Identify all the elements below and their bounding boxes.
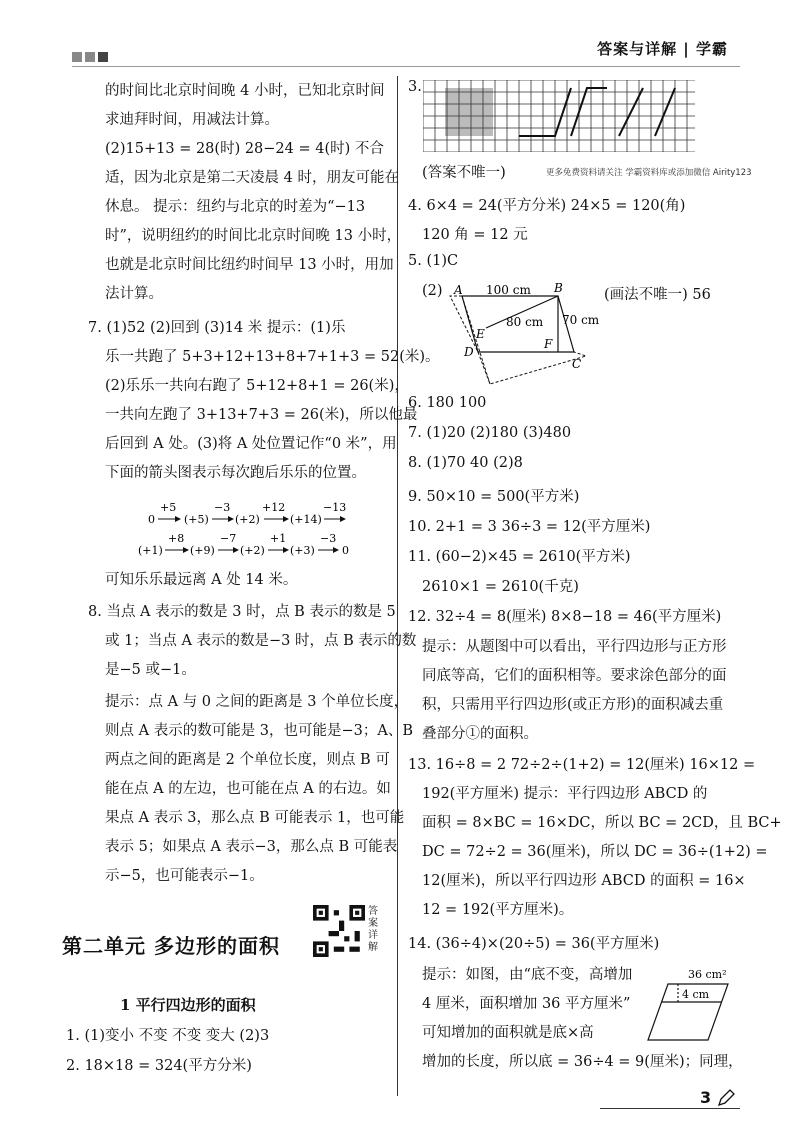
step-label: −3 [320, 532, 337, 545]
label-D: D [464, 345, 474, 359]
label-C: C [572, 357, 582, 371]
height-label: 4 cm [682, 988, 710, 1001]
pos-label: (+3) [290, 544, 315, 557]
label-E: E [476, 327, 485, 341]
pos-label: (+2) [240, 544, 265, 557]
pos-label: 0 [148, 513, 155, 526]
parallelogram-figure-5 [440, 276, 610, 386]
text-line: 时”，说明纽约的时间比北京时间晚 13 小时， [105, 228, 402, 244]
text-line: 提示：从题图中可以看出，平行四边形与正方形 [422, 639, 727, 655]
answer-1: 1. (1)变小 不变 不变 变大 (2)3 [66, 1028, 270, 1044]
arrow-diagram [130, 492, 370, 562]
text-line: 12(厘米)，所以平行四边形 ABCD 的面积 = 16× [422, 873, 746, 889]
header-decoration [72, 52, 108, 62]
section-title: 第二单元 多边形的面积 [62, 934, 280, 958]
text-line: 一共向左跑了 3+13+7+3 = 26(米)，所以他最 [105, 407, 418, 423]
answer-9: 9. 50×10 = 500(平方米) [408, 489, 580, 505]
answer-5: 5. (1)C [408, 253, 459, 269]
step-label: +12 [262, 501, 286, 514]
step-label: +1 [270, 532, 287, 545]
pos-label: 0 [342, 544, 349, 557]
qr-label: 答案详解 [368, 906, 378, 953]
answer-10: 10. 2+1 = 3 36÷3 = 12(平方厘米) [408, 519, 651, 535]
label-B: B [554, 281, 563, 295]
text-line: DC = 72÷2 = 36(厘米)，所以 DC = 36÷(1+2) = [422, 844, 768, 860]
area-label: 36 cm² [688, 968, 727, 981]
text-line: 下面的箭头图表示每次跑后乐乐的位置。 [105, 465, 366, 481]
pos-label: (+2) [235, 513, 260, 526]
header-title: 答案与详解 | 学霸 [597, 40, 728, 58]
answer-8: 8. 当点 A 表示的数是 3 时，点 B 表示的数是 5 [88, 604, 396, 620]
text-line: 两点之间的距离是 2 个单位长度，则点 B 可 [105, 752, 390, 768]
step-label: −3 [214, 501, 231, 514]
text-line: 叠部分①的面积。 [422, 726, 538, 742]
page-number: 3 [700, 1088, 712, 1107]
pos-label: (+14) [290, 513, 322, 526]
text-line: 则点 A 表示的数可能是 3，也可能是−3；A、B [105, 723, 414, 739]
text-line: (2) [422, 283, 443, 299]
text-line: 也就是北京时间比纽约时间早 13 小时，用加 [105, 257, 394, 273]
label-side: 70 cm [562, 313, 600, 327]
pos-label: (+9) [190, 544, 215, 557]
text-line: 法计算。 [105, 286, 163, 302]
text-line: 乐一共跑了 5+3+12+13+8+7+1+3 = 52(米)。 [105, 349, 440, 365]
answer-8: 8. (1)70 40 (2)8 [408, 455, 523, 471]
text-line: 2610×1 = 2610(千克) [422, 579, 579, 595]
label-F: F [544, 337, 553, 351]
text-line: 192(平方厘米) 提示：平行四边形 ABCD 的 [422, 786, 708, 802]
text-line: 12 = 192(平方厘米)。 [422, 902, 574, 918]
label-A: A [454, 283, 463, 297]
text-line: 4 厘米，面积增加 36 平方厘米” [422, 996, 631, 1012]
text-line: 提示：如图，由“底不变，高增加 [422, 967, 633, 983]
footer-rule [600, 1108, 740, 1109]
pos-label: (+1) [138, 544, 163, 557]
text-line: 增加的长度，所以底 = 36÷4 = 9(厘米)；同理， [422, 1054, 743, 1070]
text-line: (2)15+13 = 28(时) 28−24 = 4(时) 不合 [105, 141, 384, 157]
answer-4: 4. 6×4 = 24(平方分米) 24×5 = 120(角) [408, 198, 686, 214]
text-line: 提示：点 A 与 0 之间的距离是 3 个单位长度， [105, 694, 409, 710]
text-line: 可知增加的面积就是底×高 [422, 1025, 594, 1041]
label-mid: 80 cm [506, 315, 544, 329]
label-top: 100 cm [486, 283, 531, 297]
text-line: 后回到 A 处。(3)将 A 处位置记作“0 米”，用 [105, 436, 397, 452]
text-line: 是−5 或−1。 [105, 662, 196, 678]
text-line: 表示 5；如果点 A 表示−3，那么点 B 可能表 [105, 839, 398, 855]
step-label: +5 [160, 501, 177, 514]
text-line: 同底等高，它们的面积相等。要求涂色部分的面 [422, 668, 727, 684]
text-line: 可知乐乐最远离 A 处 14 米。 [105, 572, 298, 588]
step-label: −13 [323, 501, 347, 514]
text-line: 果点 A 表示 3，那么点 B 可能表示 1，也可能 [105, 810, 405, 826]
lesson-title: 1 平行四边形的面积 [120, 996, 256, 1014]
answer-7: 7. (1)20 (2)180 (3)480 [408, 425, 572, 441]
note: (画法不唯一) 56 [604, 287, 711, 303]
text-line: (2)乐乐一共向右跑了 5+12+8+1 = 26(米)， [105, 378, 409, 394]
text-line: 的时间比北京时间晚 4 小时，已知北京时间 [105, 83, 385, 99]
text-line: 休息。 提示：纽约与北京的时差为“−13 [105, 199, 366, 215]
text-line: 求迪拜时间，用减法计算。 [105, 112, 279, 128]
text-line: 能在点 A 的左边，也可能在点 A 的右边。如 [105, 781, 391, 797]
pos-label: (+5) [184, 513, 209, 526]
answer-12: 12. 32÷4 = 8(厘米) 8×8−18 = 46(平方厘米) [408, 609, 722, 625]
text-line: 120 角 = 12 元 [422, 227, 528, 243]
answer-14: 14. (36÷4)×(20÷5) = 36(平方厘米) [408, 936, 660, 952]
answer-6: 6. 180 100 [408, 395, 487, 411]
note: (答案不唯一) [422, 165, 506, 181]
pencil-icon [716, 1088, 736, 1108]
text-line: 面积 = 8×BC = 16×DC，所以 BC = 2CD，且 BC+ [422, 815, 782, 831]
text-line: 适，因为北京是第二天凌晨 4 时，朋友可能在 [105, 170, 399, 186]
step-label: −7 [220, 532, 237, 545]
answer-2: 2. 18×18 = 324(平方分米) [66, 1058, 252, 1074]
text-line: 示−5，也可能表示−1。 [105, 868, 264, 884]
answer-13: 13. 16÷8 = 2 72÷2÷(1+2) = 12(厘米) 16×12 = [408, 757, 756, 773]
step-label: +8 [168, 532, 185, 545]
header-rule [72, 66, 740, 67]
promo-text: 更多免费资料请关注 学霸资料库或添加微信 Airity123 [546, 168, 752, 178]
answer-11: 11. (60−2)×45 = 2610(平方米) [408, 549, 631, 565]
grid-figure [423, 80, 695, 152]
text-line: 或 1；当点 A 表示的数是−3 时，点 B 表示的数 [105, 633, 417, 649]
answer-3: 3. [408, 79, 422, 95]
text-line: 积，只需用平行四边形(或正方形)的面积减去重 [422, 697, 724, 713]
answer-7: 7. (1)52 (2)回到 (3)14 米 提示：(1)乐 [88, 320, 346, 336]
qr-code[interactable] [313, 905, 365, 957]
parallelogram-figure-14 [640, 962, 740, 1048]
